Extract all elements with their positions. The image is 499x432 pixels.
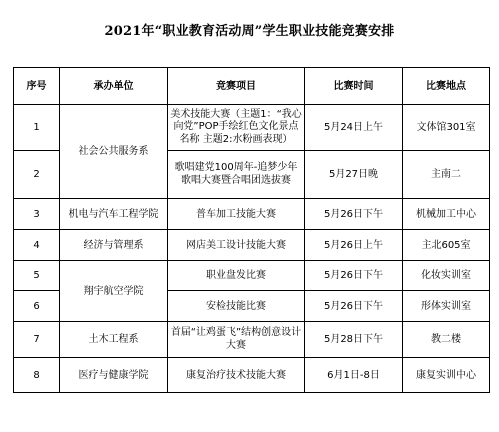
row-place: 化妆实训室	[403, 261, 490, 291]
table-row	[14, 199, 490, 230]
row-place: 康复实训中心	[403, 358, 490, 393]
header-place: 比赛地点	[403, 68, 490, 105]
row-no: 7	[14, 322, 60, 358]
row-competition	[168, 151, 305, 199]
row-time: 5月26日下午	[305, 199, 403, 230]
row-no: 2	[14, 151, 60, 199]
row-competition: 职业盘发比赛	[168, 261, 305, 291]
row-time: 5月28日下午	[305, 322, 403, 358]
row-place: 文体馆301室	[403, 105, 490, 151]
row-competition	[168, 322, 305, 358]
competition-text: 美术技能大赛（主题1：“我心向党”POP手绘红色文化景点名称 主题2:水粉画表现）	[170, 108, 302, 145]
row-time: 5月26日下午	[305, 261, 403, 291]
header-org: 承办单位	[60, 68, 168, 105]
table-row	[14, 105, 490, 151]
row-competition: 网店美工设计技能大赛	[168, 230, 305, 261]
row-no: 3	[14, 199, 60, 230]
header-no: 序号	[14, 68, 60, 105]
row-org: 土木工程系	[60, 322, 168, 358]
row-competition: 康复治疗技术技能大赛	[168, 358, 305, 393]
row-org: 机电与汽车工程学院	[60, 199, 168, 230]
row-org: 经济与管理系	[60, 230, 168, 261]
row-competition: 普车加工技能大赛	[168, 199, 305, 230]
row-place: 主南二	[403, 151, 490, 199]
table-row	[14, 322, 490, 358]
competition-schedule-table	[13, 67, 490, 393]
row-place: 主北605室	[403, 230, 490, 261]
row-time: 6月1日-8日	[305, 358, 403, 393]
row-no: 1	[14, 105, 60, 151]
row-time: 5月27日晚	[305, 151, 403, 199]
competition-text: 首届“让鸡蛋飞”结构创意设计大赛	[170, 327, 302, 351]
row-org: 翔宇航空学院	[60, 261, 168, 322]
row-place: 形体实训室	[403, 291, 490, 322]
row-no: 6	[14, 291, 60, 322]
competition-text: 歌唱建党100周年-追梦少年歌唱大赛暨合唱团选拔赛	[174, 162, 298, 186]
table-header-row	[14, 68, 490, 105]
header-time: 比赛时间	[305, 68, 403, 105]
header-competition: 竞赛项目	[168, 68, 305, 105]
row-no: 8	[14, 358, 60, 393]
row-org: 医疗与健康学院	[60, 358, 168, 393]
table-row	[14, 358, 490, 393]
row-org: 社会公共服务系	[60, 105, 168, 199]
row-competition	[168, 105, 305, 151]
row-competition: 安检技能比赛	[168, 291, 305, 322]
table-row	[14, 230, 490, 261]
row-place: 教二楼	[403, 322, 490, 358]
table-row	[14, 261, 490, 291]
row-time: 5月26日上午	[305, 230, 403, 261]
row-time: 5月24日上午	[305, 105, 403, 151]
row-no: 5	[14, 261, 60, 291]
row-no: 4	[14, 230, 60, 261]
document-title: 2021年“职业教育活动周”学生职业技能竞赛安排	[104, 24, 395, 39]
row-time: 5月26日下午	[305, 291, 403, 322]
row-place: 机械加工中心	[403, 199, 490, 230]
